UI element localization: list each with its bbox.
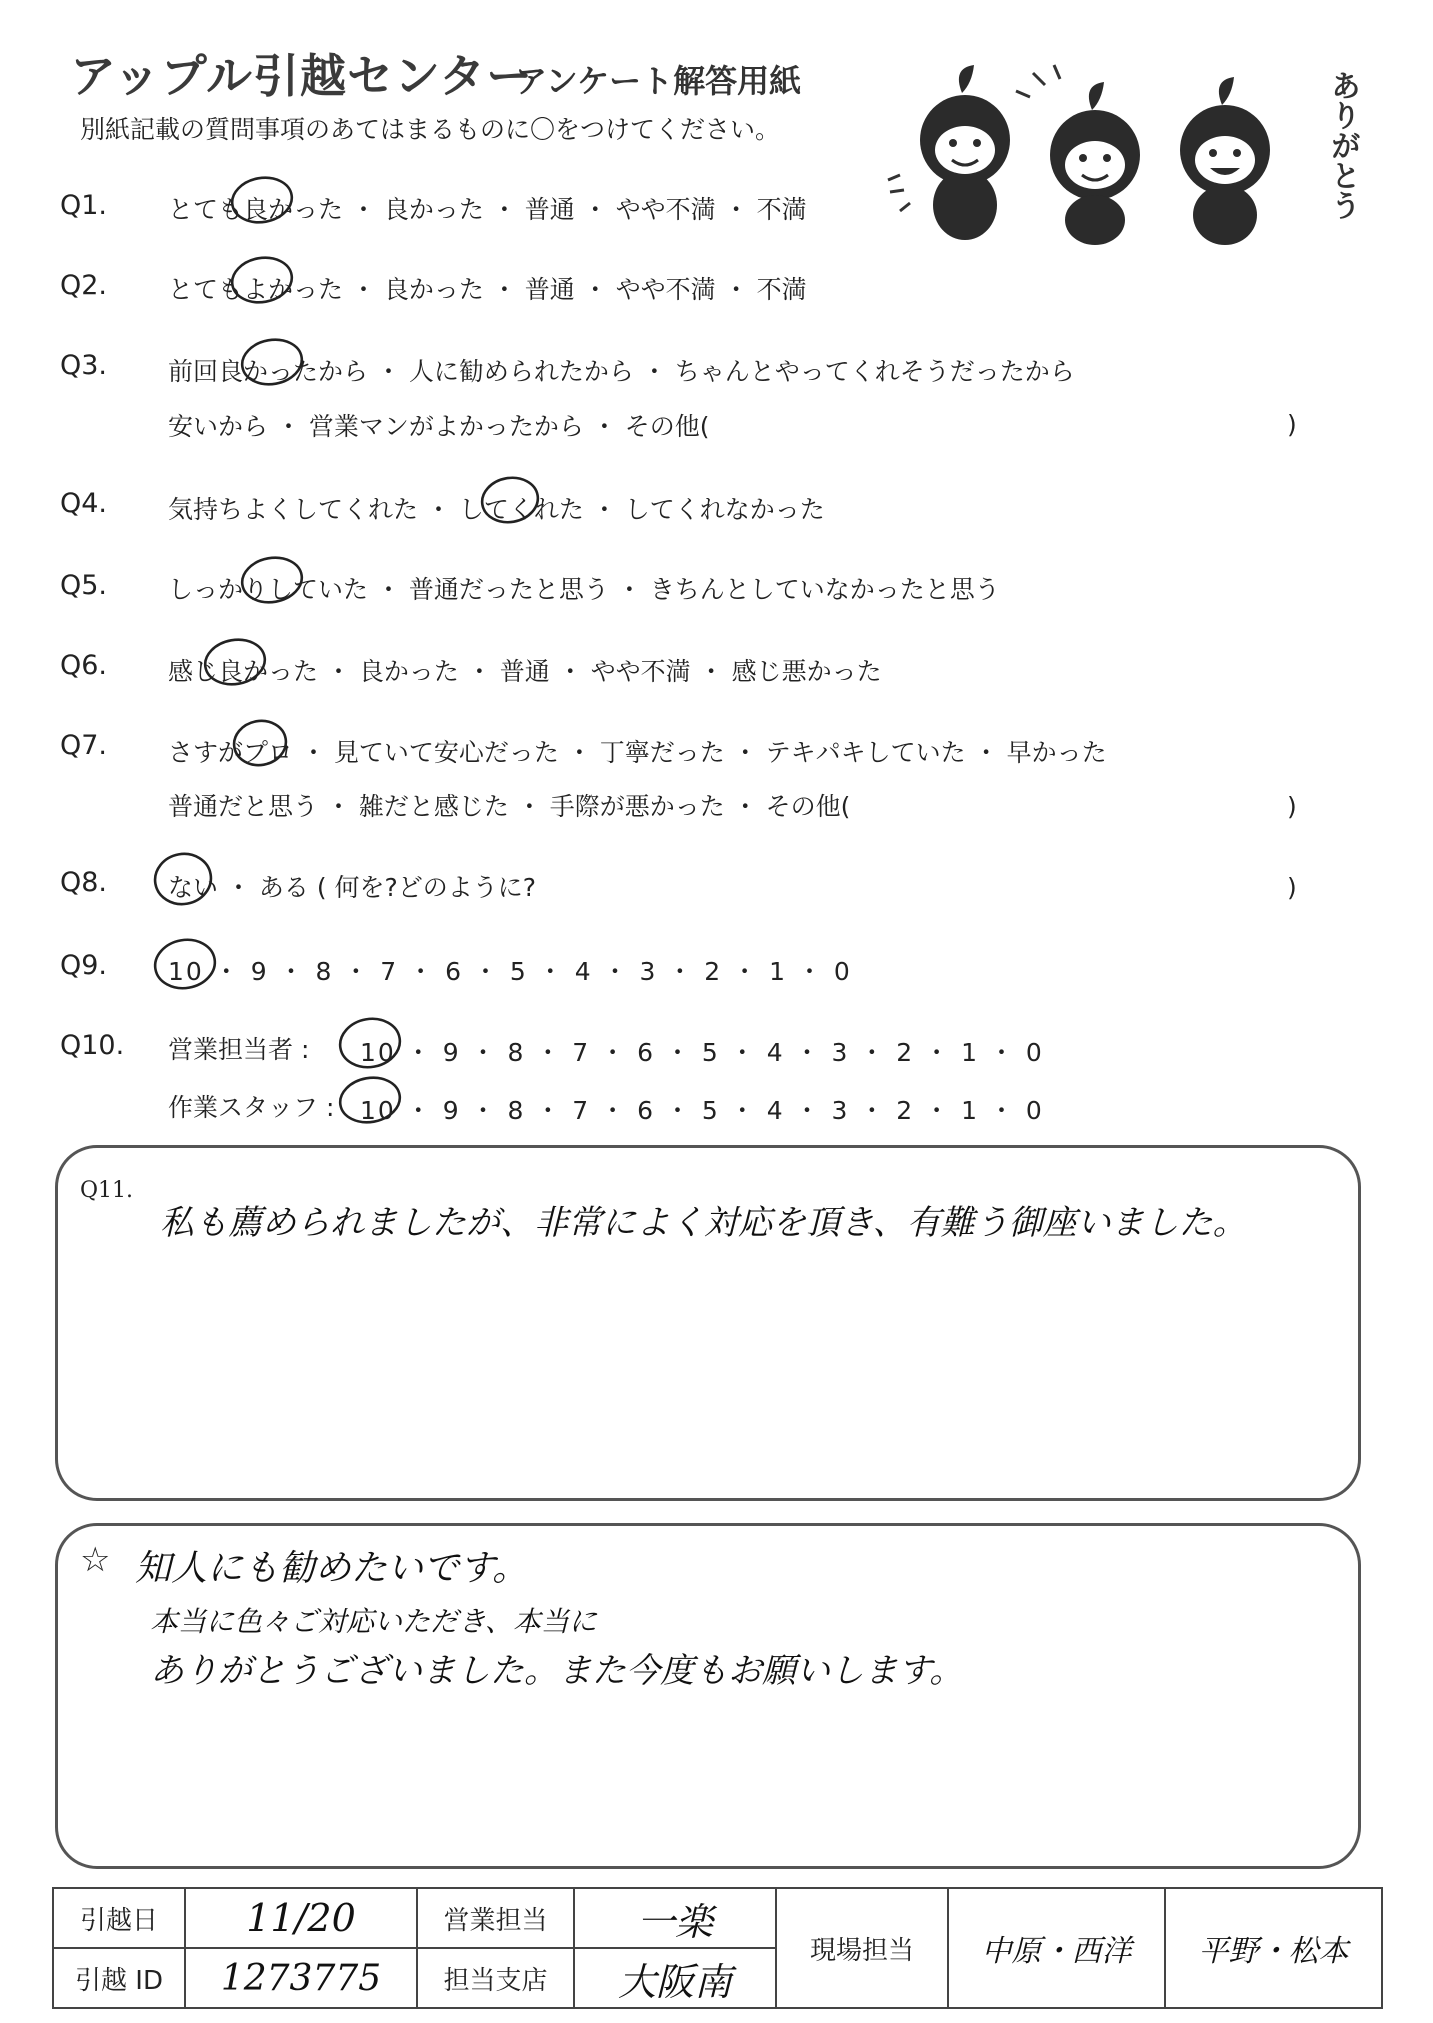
q8-options: ない ・ ある ( 何を?どのように? xyxy=(168,873,537,902)
star-icon: ☆ xyxy=(80,1540,111,1580)
q5-options: しっかりしていた ・ 普通だったと思う ・ きちんとしていなかったと思う xyxy=(168,575,1000,604)
move-id-label: 引越 ID xyxy=(53,1948,185,2008)
company-title: アップル引越センター xyxy=(70,49,534,103)
q4-answer-circle xyxy=(479,473,542,526)
q7-label: Q7. xyxy=(60,730,108,761)
q8-answer-circle xyxy=(151,850,215,909)
move-date-label: 引越日 xyxy=(53,1888,185,1948)
footer-info-table xyxy=(52,1887,1383,2009)
q3-label: Q3. xyxy=(60,350,108,381)
q3-close-paren: ) xyxy=(1287,410,1297,439)
q9-label: Q9. xyxy=(60,950,108,981)
site-value-1-text: 中原・西洋 xyxy=(981,1934,1132,1969)
q10-staff-label: 作業スタッフ : xyxy=(168,1093,335,1122)
q8-label: Q8. xyxy=(60,867,108,898)
form-subtitle: アンケート解答用紙 xyxy=(515,62,802,100)
q2-answer-circle xyxy=(229,253,296,307)
q7-close-paren: ) xyxy=(1287,792,1297,821)
move-date-value-text: 11/20 xyxy=(246,1896,356,1940)
q6-options: 感じ良かった ・ 良かった ・ 普通 ・ やや不満 ・ 感じ悪かった xyxy=(168,657,882,686)
sales-value xyxy=(574,1888,776,1948)
q2-label: Q2. xyxy=(60,270,108,301)
q11-label: Q11. xyxy=(80,1178,134,1203)
q1-answer-circle xyxy=(229,173,296,227)
q5-label: Q5. xyxy=(60,570,108,601)
comment-line-3: ありがとうございました。また今度もお願いします。 xyxy=(150,1651,964,1691)
mascot-text: ありがとう xyxy=(1325,70,1360,220)
move-id-value-text: 1273775 xyxy=(220,1957,382,1999)
q2-options: とてもよかった ・ 良かった ・ 普通 ・ やや不満 ・ 不満 xyxy=(168,275,807,304)
q7-answer-circle xyxy=(231,717,290,769)
site-value-2 xyxy=(1165,1888,1382,2008)
q4-options: 気持ちよくしてくれた ・ してくれた ・ してくれなかった xyxy=(168,495,825,524)
branch-label: 担当支店 xyxy=(417,1948,574,2008)
q10-staff-scale: 10 ・ 9 ・ 8 ・ 7 ・ 6 ・ 5 ・ 4 ・ 3 ・ 2 ・ 1 ・ 0 xyxy=(360,1096,1044,1125)
q1-label: Q1. xyxy=(60,190,108,221)
q10-sales-answer-circle xyxy=(336,1014,403,1072)
q10-sales-scale: 10 ・ 9 ・ 8 ・ 7 ・ 6 ・ 5 ・ 4 ・ 3 ・ 2 ・ 1 ・ 0 xyxy=(360,1038,1044,1067)
q6-answer-circle xyxy=(202,635,269,689)
move-date-value xyxy=(185,1888,417,1948)
comment-line-1: 知人にも勧めたいです。 xyxy=(135,1548,529,1589)
q11-answer-text: 私も薦められましたが、非常によく対応を頂き、有難う御座いました。 xyxy=(160,1203,1247,1243)
q1-options: とても良かった ・ 良かった ・ 普通 ・ やや不満 ・ 不満 xyxy=(168,195,807,224)
q9-scale: 10 ・ 9 ・ 8 ・ 7 ・ 6 ・ 5 ・ 4 ・ 3 ・ 2 ・ 1 ・ 0 xyxy=(168,957,852,986)
q3-options-line1: 前回良かったから ・ 人に勧められたから ・ ちゃんとやってくれそうだったから xyxy=(168,357,1075,386)
q3-options-line2: 安いから ・ 営業マンがよかったから ・ その他( xyxy=(168,412,710,441)
site-label: 現場担当 xyxy=(776,1888,948,2008)
move-id-value xyxy=(185,1948,417,2008)
q4-label: Q4. xyxy=(60,488,108,519)
sales-value-text: 一楽 xyxy=(636,1899,713,1944)
comment-line-2: 本当に色々ご対応いただき、本当に xyxy=(150,1605,597,1638)
branch-value-text: 大阪南 xyxy=(617,1959,732,2004)
q6-label: Q6. xyxy=(60,650,108,681)
site-value-2-text: 平野・松本 xyxy=(1198,1934,1349,1969)
site-value-1 xyxy=(948,1888,1165,2008)
sales-label: 営業担当 xyxy=(417,1888,574,1948)
q7-options-line1: さすがプロ ・ 見ていて安心だった ・ 丁寧だった ・ テキパキしていた ・ 早かった xyxy=(168,738,1107,767)
q10-staff-answer-circle xyxy=(337,1073,404,1127)
q3-answer-circle xyxy=(239,335,306,389)
q8-close-paren: ) xyxy=(1287,873,1297,902)
q5-answer-circle xyxy=(239,553,306,607)
q9-answer-circle xyxy=(151,935,218,993)
q10-label: Q10. xyxy=(60,1030,125,1061)
q10-sales-label: 営業担当者 : xyxy=(168,1035,310,1064)
branch-value xyxy=(574,1948,776,2008)
q7-options-line2: 普通だと思う ・ 雑だと感じた ・ 手際が悪かった ・ その他( xyxy=(168,792,851,821)
instruction-text: 別紙記載の質問事項のあてはまるものに〇をつけてください。 xyxy=(80,115,781,144)
